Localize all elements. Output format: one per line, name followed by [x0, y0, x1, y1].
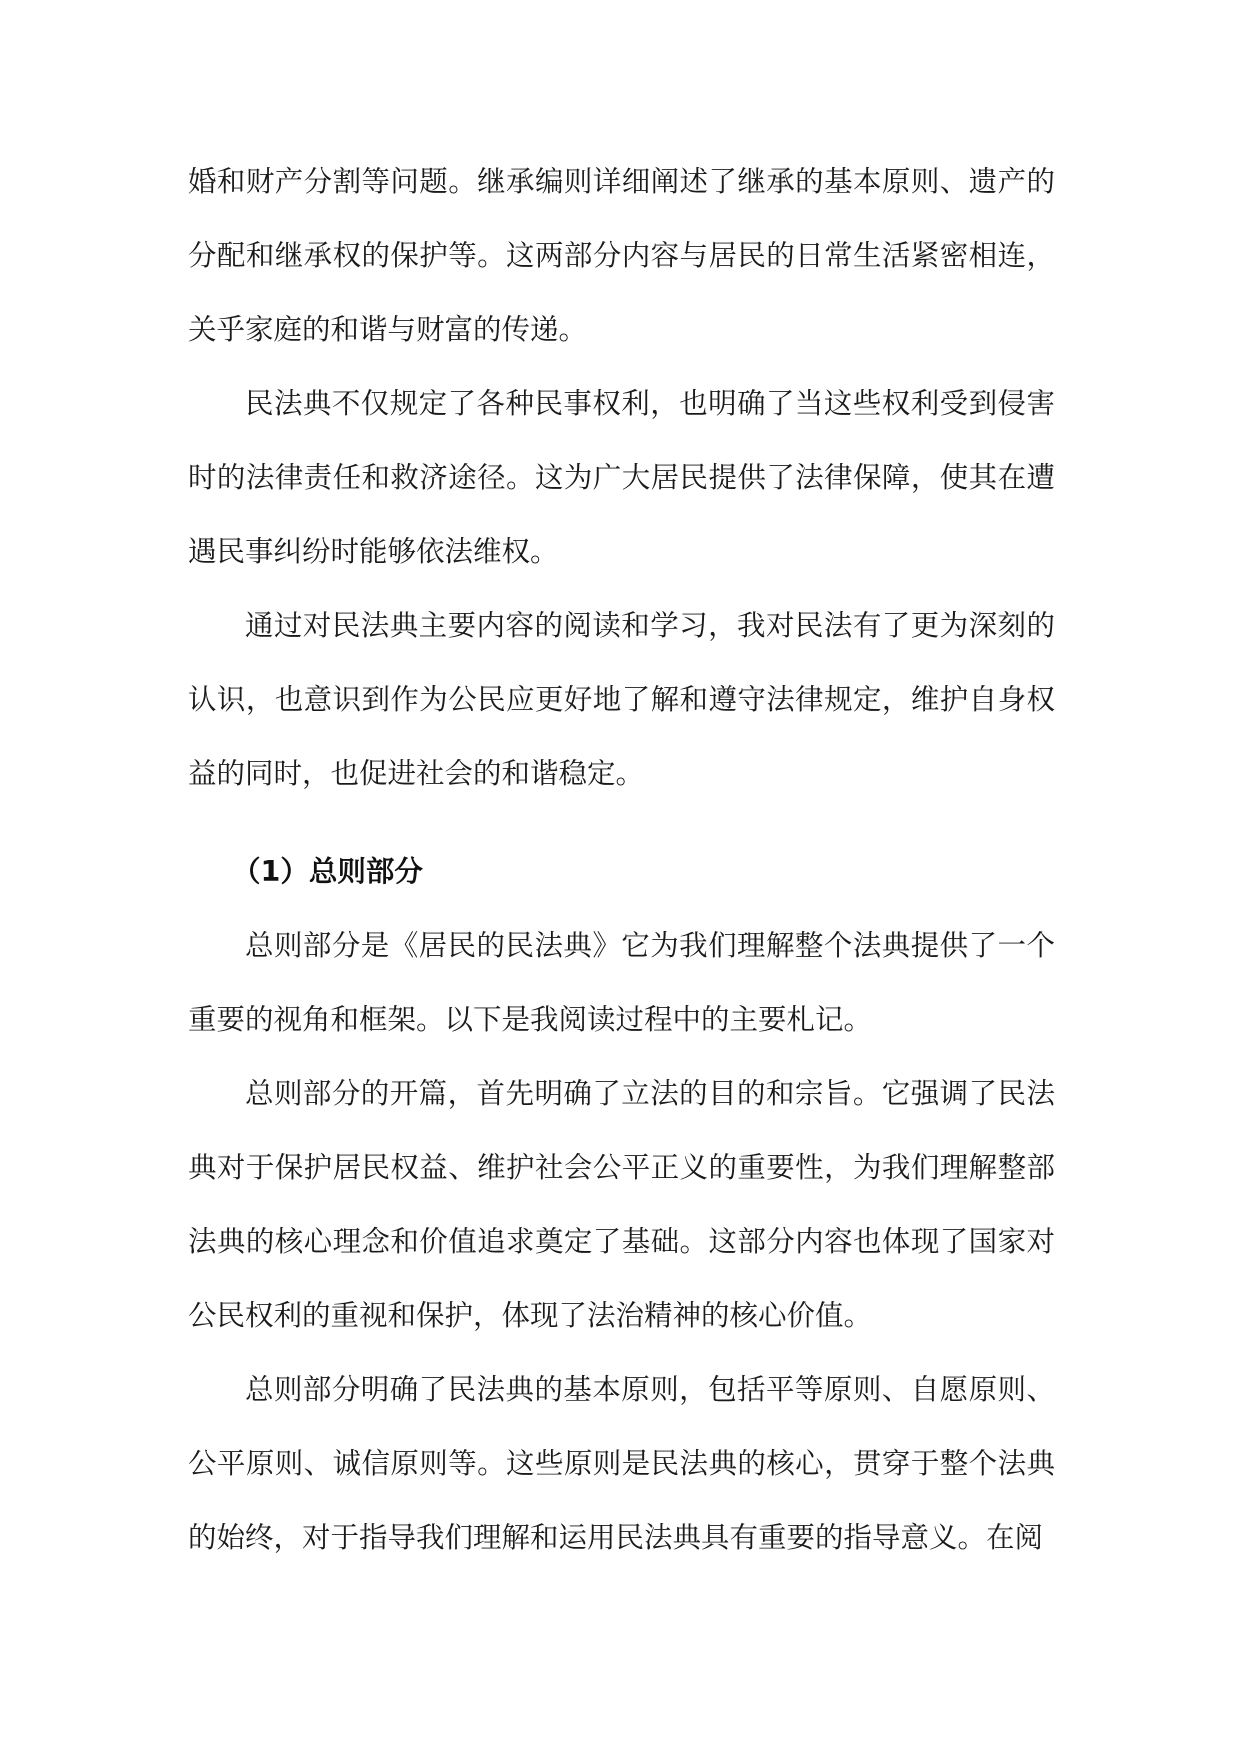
- paragraph-continuation: 婚和财产分割等问题。继承编则详细阐述了继承的基本原则、遗产的分配和继承权的保护等。这两部分内容与居民的日常生活紧密相连，关乎家庭的和谐与财富的传递。: [188, 165, 1055, 346]
- paragraph-general-intro: 总则部分是《居民的民法典》它为我们理解整个法典提供了一个重要的视角和框架。以下是我阅读过程中的主要札记。: [188, 929, 1055, 1036]
- paragraph-legislative-purpose: 总则部分的开篇，首先明确了立法的目的和宗旨。它强调了民法典对于保护居民权益、维护社会公平正义的重要性，为我们理解整部法典的核心理念和价值追求奠定了基础。这部分内容也体现了国家对公民权利的重视和保护，体现了法治精神的核心价值。: [188, 1077, 1055, 1332]
- paragraph-basic-principles: 总则部分明确了民法典的基本原则，包括平等原则、自愿原则、公平原则、诚信原则等。这些原则是民法典的核心，贯穿于整个法典的始终，对于指导我们理解和运用民法典具有重要的指导意义。在阅: [188, 1373, 1055, 1554]
- paragraph-reflection: 通过对民法典主要内容的阅读和学习，我对民法有了更为深刻的认识，也意识到作为公民应更好地了解和遵守法律规定，维护自身权益的同时，也促进社会的和谐稳定。: [188, 609, 1055, 790]
- section-spacer: [188, 811, 1055, 835]
- document-body: [188, 145, 1055, 1575]
- paragraph-rights-remedies: 民法典不仅规定了各种民事权利，也明确了当这些权利受到侵害时的法律责任和救济途径。这为广大居民提供了法律保障，使其在遭遇民事纠纷时能够依法维权。: [188, 387, 1055, 568]
- section-heading-general-provisions: （1）总则部分: [232, 855, 423, 888]
